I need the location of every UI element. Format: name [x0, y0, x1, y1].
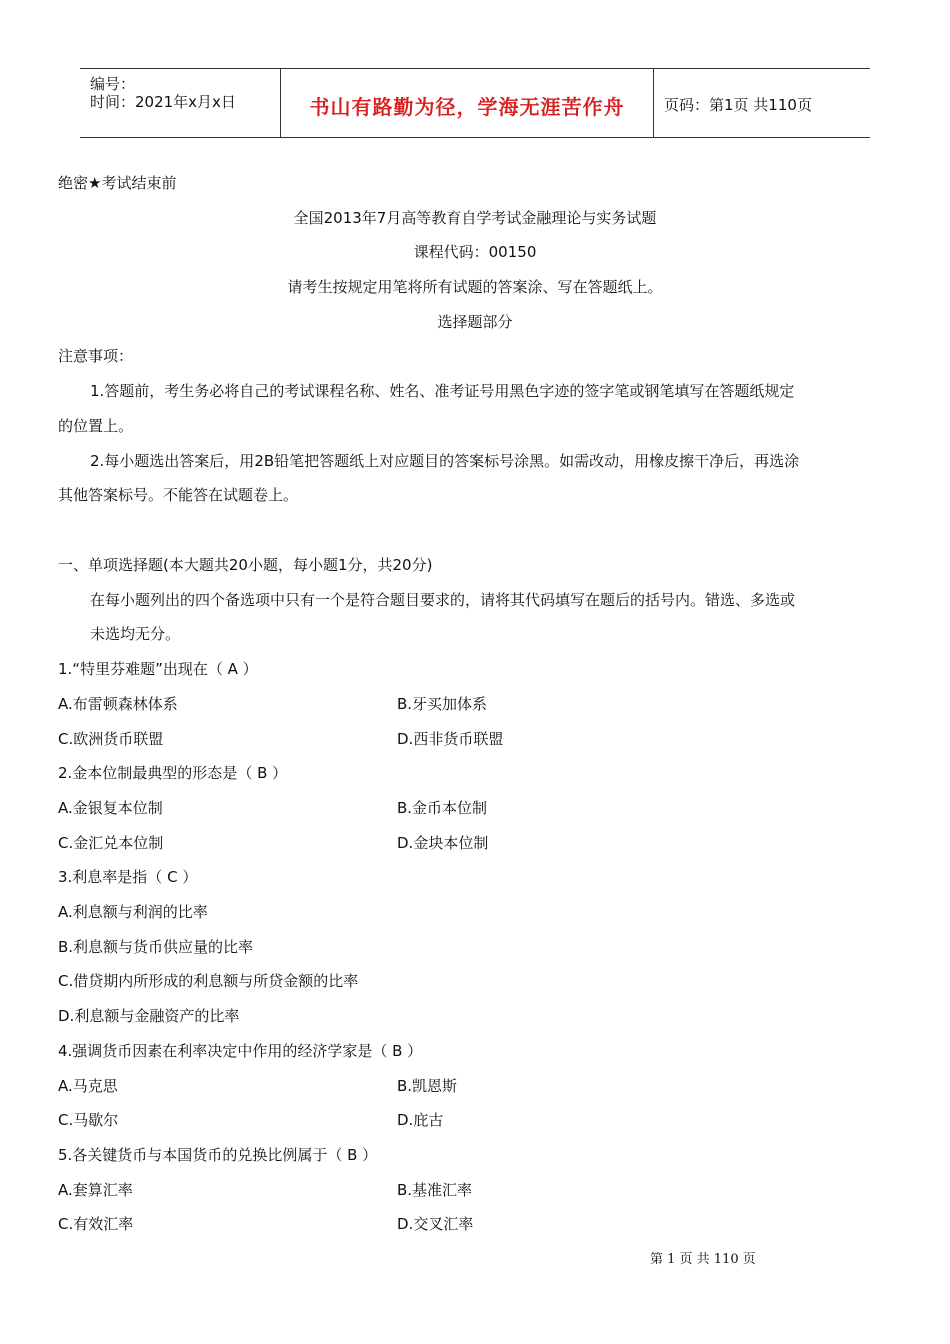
course-code: 课程代码：00150 — [413, 243, 537, 261]
time-label: 时间：2021年x月x日 — [90, 93, 236, 111]
header-info-cell — [80, 69, 281, 137]
option: A.布雷顿森林体系 — [58, 695, 178, 713]
header-table — [80, 68, 870, 138]
option: C.金汇兑本位制 — [58, 834, 164, 852]
option: C.借贷期内所形成的利息额与所贷金额的比率 — [58, 972, 359, 990]
section-desc-line-2: 未选均无分。 — [90, 625, 181, 643]
option: D.西非货币联盟 — [397, 730, 504, 748]
page-label: 页码：第1页 共110页 — [664, 96, 812, 114]
header-motto-cell — [281, 69, 654, 137]
page-footer: 第 1 页 共 110 页 — [650, 1252, 756, 1267]
part-title: 选择题部分 — [437, 313, 513, 331]
motto: 书山有路勤为径，学海无涯苦作舟 — [309, 95, 625, 119]
notice-1-line-2: 的位置上。 — [58, 417, 134, 435]
option: D.交叉汇率 — [397, 1215, 474, 1233]
notice-title: 注意事项： — [58, 347, 134, 365]
question-stem: 1.“特里芬难题”出现在（ A ） — [58, 660, 258, 678]
question-stem: 2.金本位制最典型的形态是（ B ） — [58, 764, 288, 782]
option: C.有效汇率 — [58, 1215, 134, 1233]
header-page-cell — [654, 69, 870, 137]
notice-2-line-1: 2.每小题选出答案后，用2B铅笔把答题纸上对应题目的答案标号涂黑。如需改动，用橡皮擦干净后，再选涂 — [90, 452, 800, 470]
instruction: 请考生按规定用笔将所有试题的答案涂、写在答题纸上。 — [287, 278, 663, 296]
option: B.基准汇率 — [397, 1181, 473, 1199]
exam-title: 全国2013年7月高等教育自学考试金融理论与实务试题 — [293, 209, 657, 227]
option: A.套算汇率 — [58, 1181, 133, 1199]
section-title: 一、单项选择题(本大题共20小题，每小题1分，共20分) — [58, 556, 433, 574]
question-stem: 4.强调货币因素在利率决定中作用的经济学家是（ B ） — [58, 1042, 423, 1060]
section-desc-line-1: 在每小题列出的四个备选项中只有一个是符合题目要求的，请将其代码填写在题后的括号内。错选、多选或 — [90, 591, 796, 609]
option: C.马歇尔 — [58, 1111, 119, 1129]
option: D.利息额与金融资产的比率 — [58, 1007, 240, 1025]
option: B.凯恩斯 — [397, 1077, 458, 1095]
notice-1-line-1: 1.答题前，考生务必将自己的考试课程名称、姓名、准考证号用黑色字迹的签字笔或钢笔填写在答题纸规定 — [90, 382, 795, 400]
option: A.金银复本位制 — [58, 799, 163, 817]
notice-2-line-2: 其他答案标号。不能答在试题卷上。 — [58, 486, 299, 504]
serial-label: 编号： — [90, 75, 136, 93]
option: D.金块本位制 — [397, 834, 489, 852]
question-stem: 5.各关键货币与本国货币的兑换比例属于（ B ） — [58, 1146, 378, 1164]
option: C.欧洲货币联盟 — [58, 730, 164, 748]
secret-label: 绝密★考试结束前 — [58, 174, 177, 192]
option: A.利息额与利润的比率 — [58, 903, 208, 921]
option: A.马克思 — [58, 1077, 118, 1095]
option: B.利息额与货币供应量的比率 — [58, 938, 254, 956]
option: B.金币本位制 — [397, 799, 488, 817]
question-stem: 3.利息率是指（ C ） — [58, 868, 198, 886]
option: D.庇古 — [397, 1111, 444, 1129]
option: B.牙买加体系 — [397, 695, 488, 713]
